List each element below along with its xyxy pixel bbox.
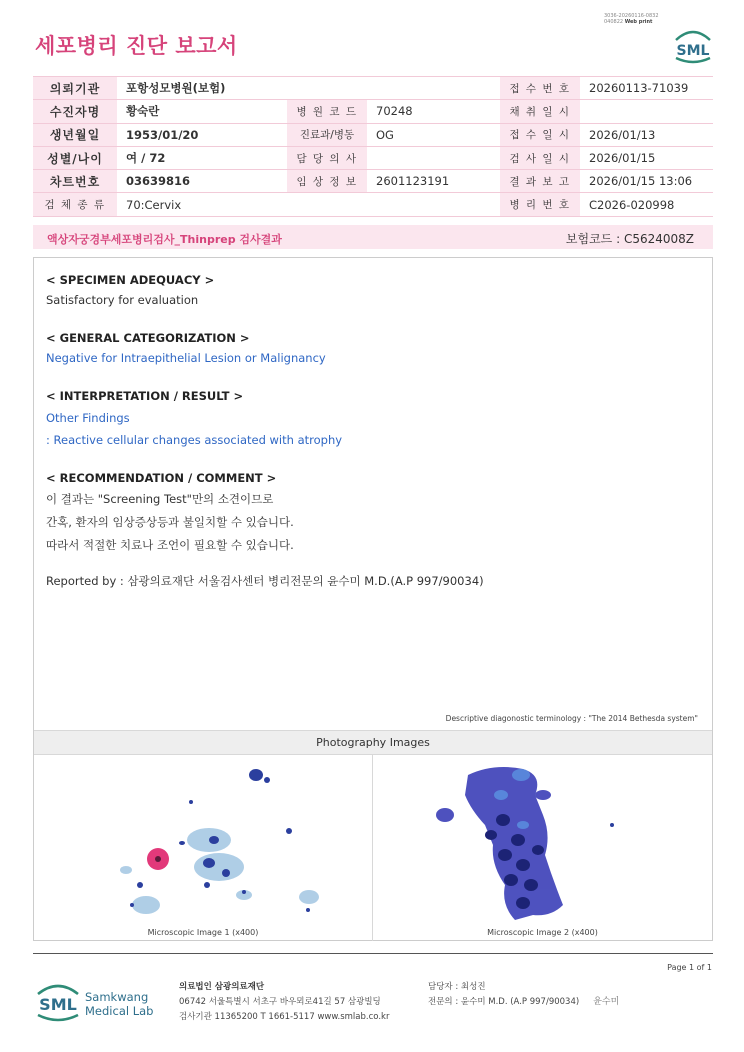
table-row [33, 123, 713, 146]
logo-text: SML [676, 43, 710, 59]
value-test-date: 2026/01/15 [580, 146, 713, 169]
manager-line: 담당자 : 최성진 [428, 982, 486, 992]
table-row [33, 193, 713, 216]
micrograph-image-1 [34, 755, 373, 925]
interpretation-heading: < INTERPRETATION / RESULT > [46, 389, 244, 403]
reported-by: Reported by : 삼광의료재단 서울검사센터 병리전문의 윤수미 M.D.(A.P 997/90034) [46, 574, 484, 588]
value-collection-date [580, 100, 713, 123]
org-address: 06742 서울특별시 서초구 바우뫼로41길 57 삼광빌딩 [179, 997, 381, 1007]
photo-area [34, 754, 712, 940]
label-birth-date: 생년월일 [33, 123, 117, 146]
microscopic-image-1 [34, 755, 373, 941]
print-code [604, 13, 694, 25]
insurance-code: 보험코드 : C5624008Z [565, 232, 694, 246]
org-name: 의료법인 삼광의료재단 [179, 982, 265, 992]
label-collection-date: 채 취 일 시 [500, 100, 580, 123]
report-title: 세포병리 진단 보고서 [35, 34, 238, 58]
interpretation-line2: : Reactive cellular changes associated with atrophy [46, 433, 343, 447]
table-row [33, 170, 713, 193]
test-name: 액상자궁경부세포병리검사_Thinprep 검사결과 [47, 233, 282, 246]
print-code-line2: 040822 [604, 19, 624, 25]
categorization-heading: < GENERAL CATEGORIZATION > [46, 331, 250, 345]
recommendation-line2: 간혹, 환자의 임상증상등과 불일치할 수 있습니다. [46, 515, 294, 529]
label-receipt-date: 접 수 일 시 [500, 123, 580, 146]
value-department: OG [367, 123, 500, 146]
label-test-date: 검 사 일 시 [500, 146, 580, 169]
table-row [33, 100, 713, 123]
label-doctor: 담 당 의 사 [287, 146, 367, 169]
label-requesting-institution: 의뢰기관 [33, 77, 117, 100]
org-contact: 검사기관 11365200 T 1661-5117 www.smlab.co.kr [179, 1012, 390, 1022]
value-birth-date: 1953/01/20 [117, 123, 287, 146]
label-result-report: 결 과 보 고 [500, 170, 580, 193]
samkwang-logo-icon [35, 980, 195, 1026]
value-accession-number: 20260113-71039 [580, 77, 713, 100]
footer-logo-line1: Samkwang [85, 990, 149, 1004]
label-chart-number: 차트번호 [33, 170, 117, 193]
label-specimen-type: 검 체 종 류 [33, 193, 117, 216]
report-body [33, 257, 713, 941]
value-doctor [367, 146, 500, 169]
value-clinical-info: 2601123191 [367, 170, 500, 193]
footer-logo-abbr: SML [39, 995, 77, 1014]
label-patient-name: 수진자명 [33, 100, 117, 123]
value-specimen-type: 70:Cervix [117, 193, 500, 216]
specialist-line: 전문의 : 윤수미 M.D. (A.P 997/90034) [428, 997, 580, 1007]
label-department: 진료과/병동 [287, 123, 367, 146]
signature: 윤수미 [593, 997, 620, 1007]
label-sex-age: 성별/나이 [33, 146, 117, 169]
footer-logo-line2: Medical Lab [85, 1004, 154, 1018]
value-sex-age: 여 / 72 [117, 146, 287, 169]
interpretation-line1: Other Findings [46, 411, 130, 425]
recommendation-heading: < RECOMMENDATION / COMMENT > [46, 471, 277, 485]
label-accession-number: 접 수 번 호 [500, 77, 580, 100]
value-requesting-institution: 포항성모병원(보험) [117, 77, 500, 100]
image-1-caption: Microscopic Image 1 (x400) [147, 928, 259, 937]
adequacy-heading: < SPECIMEN ADEQUACY > [46, 273, 215, 287]
value-pathology-number: C2026-020998 [580, 193, 713, 216]
print-code-line1: 3036-20260116-0832 [604, 13, 659, 19]
value-patient-name: 황숙란 [117, 100, 287, 123]
adequacy-text: Satisfactory for evaluation [46, 293, 199, 307]
page-number: Page 1 of 1 [667, 963, 712, 972]
report-content [46, 270, 696, 591]
micrograph-image-2 [373, 755, 712, 925]
label-clinical-info: 임 상 정 보 [287, 170, 367, 193]
print-label: Web print [624, 19, 653, 25]
microscopic-image-2 [373, 755, 712, 941]
value-receipt-date: 2026/01/13 [580, 123, 713, 146]
value-result-report: 2026/01/15 13:06 [580, 170, 713, 193]
recommendation-line1: 이 결과는 "Screening Test"만의 소견이므로 [46, 492, 274, 506]
value-hospital-code: 70248 [367, 100, 500, 123]
photo-heading: Photography Images [34, 730, 712, 754]
test-name-band [33, 225, 713, 249]
table-row [33, 77, 713, 100]
categorization-text: Negative for Intraepithelial Lesion or Malignancy [46, 351, 326, 365]
footer-divider [33, 953, 713, 954]
table-row [33, 146, 713, 169]
patient-info-table [33, 76, 713, 217]
recommendation-line3: 따라서 적절한 치료나 조언이 필요할 수 있습니다. [46, 538, 294, 552]
footer-staff [428, 980, 619, 1010]
label-hospital-code: 병 원 코 드 [287, 100, 367, 123]
terminology-note: Descriptive diagonostic terminology : "The 2014 Bethesda system" [445, 714, 698, 723]
label-pathology-number: 병 리 번 호 [500, 193, 580, 216]
sml-logo-icon [672, 26, 714, 64]
image-2-caption: Microscopic Image 2 (x400) [487, 928, 598, 937]
value-chart-number: 03639816 [117, 170, 287, 193]
footer-organization [179, 980, 389, 1025]
